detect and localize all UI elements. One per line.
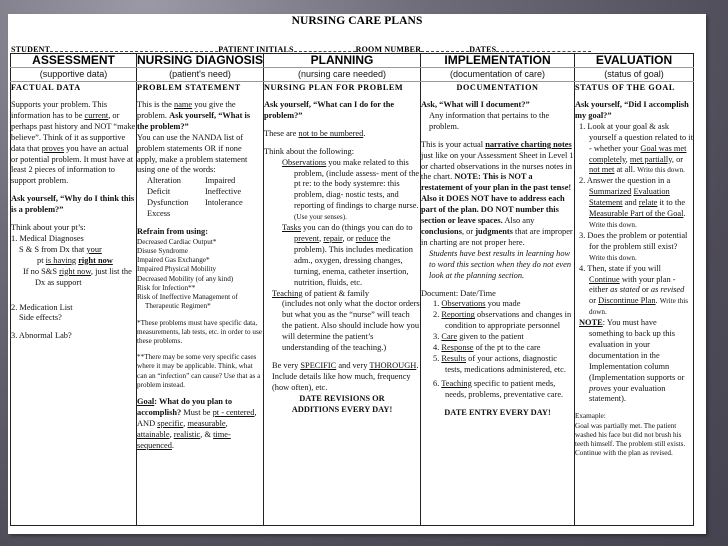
column-subheading-evaluation: (status of goal): [575, 68, 694, 82]
assessment-item-2-sub: Side effects?: [19, 313, 62, 323]
planning-think: Think about the following:: [264, 146, 355, 156]
diagnosis-word-list: [137, 176, 263, 220]
evaluation-note: NOTE: You must have something to back up this evaluation in your documentation in the Implementation column (Implementation supports or proves your evaluation statement).: [579, 318, 685, 404]
planning-teaching-detail: (includes not only what the doctor orders but what you as the “nurse” will teach the patient. Also should include how you will determine the patient’s understanding of the teaching.): [282, 299, 420, 353]
column-heading-nursing-diagnosis: NURSING DIAGNOSIS: [137, 53, 264, 67]
column-label-problem-statement: PROBLEM STATEMENT: [137, 82, 264, 94]
implementation-list-item: 1. Observations you made: [433, 299, 521, 309]
document-title: NURSING CARE PLANS: [291, 15, 423, 27]
refrain-item: Risk of Ineffective Management of: [137, 293, 238, 302]
column-label-nursing-plan: NURSING PLAN FOR PROBLEM: [264, 82, 421, 94]
evaluation-item-1: 1. Look at your goal & ask yourself a question related to it - whether your Goal was met completely, met partially, or not met at all. Write this down.: [579, 121, 693, 175]
planning-not-numbered: These are not to be numbered.: [264, 128, 366, 138]
refrain-item: Risk for Infection**: [137, 283, 196, 292]
implementation-ask: Ask, “What will I document?”: [421, 100, 530, 109]
evaluation-example: Goal was partially met. The patient washed his face but did not brush his teeth himself. The problem still exists. Continue with the plan as revised.: [575, 421, 686, 458]
implementation-list: [421, 299, 574, 400]
evaluation-ask: Ask yourself, “Did I accomplish my goal?”: [575, 100, 689, 120]
column-subheading-implementation: (documentation of care): [421, 68, 575, 82]
patient-initials-field[interactable]: [294, 45, 356, 52]
assessment-ss-cont: pt is having right now: [37, 255, 113, 265]
diagnosis-nanda-note: You can use the NANDA list of problem statements OR if none apply, make a problem statement using one of the words:: [137, 132, 248, 175]
diagnosis-word: Deficit: [147, 187, 171, 197]
refrain-item: Impaired Physical Mobility: [137, 265, 217, 274]
implementation-date-note: DATE ENTRY EVERY DAY!: [444, 407, 551, 417]
column-subheading-assessment: (supportive data): [11, 68, 137, 82]
column-heading-assessment: ASSESSMENT: [11, 54, 137, 68]
refrain-item: Disuse Syndrome: [137, 247, 188, 256]
diagnosis-word: Alteration: [147, 176, 181, 186]
implementation-tip: Students have best results in learning how to word this section when they do not even look at the planning section.: [429, 248, 572, 280]
implementation-list-item: 4. Response of the pt to the care: [433, 343, 541, 353]
refrain-footnote-2: **There may be some very specific cases where it may be applicable. Think, what can an “infection” can cause? Use that as a problem instead.: [137, 353, 261, 389]
evaluation-cell: [575, 93, 694, 526]
assessment-if-no-ss: If no S&S right now, just list the Dx as support: [23, 266, 132, 287]
assessment-ss: S & S from Dx that your: [19, 244, 102, 254]
evaluation-example-label: Examaple:: [575, 412, 606, 421]
refrain-footnote-1: *These problems must have specific data, measurements, lab tests, etc. in order to use these problems.: [137, 318, 262, 345]
planning-date-note: DATE REVISIONS OR ADDITIONS EVERY DAY!: [291, 393, 393, 414]
diagnosis-word: Impaired: [205, 176, 236, 186]
column-label-factual-data: FACTUAL DATA: [11, 82, 137, 94]
column-heading-evaluation: EVALUATION: [575, 54, 694, 68]
implementation-description: This is your actual narrative charting notes just like on your Assessment Sheet in Level 1 or charted observations in the nurses notes in the chart. NOTE: This is NOT a restatement of your plan in the past tense! Also it DOES NOT have to address each part of the plan. DO NOT number this section or leave spaces. Also any conclusions, or judgments that are improper in charting are not proper here.: [421, 139, 574, 247]
refrain-item: Decreased Cardiac Output*: [137, 237, 217, 246]
refrain-heading: Refrain from using:: [137, 226, 209, 236]
refrain-item: Impaired Gas Exchange*: [137, 256, 210, 265]
assessment-ask: Ask yourself, “Why do I think this is a problem?”: [11, 194, 135, 215]
evaluation-item-4: 4. Then, state if you will Continue with your plan - either as stated or as revised or Discontinue Plan. Write this down.: [579, 263, 688, 317]
diagnosis-word: Excess: [147, 209, 171, 219]
planning-teaching: Teaching of patient & family: [272, 288, 370, 298]
assessment-item-2: 2. Medication List: [11, 302, 73, 312]
diagnosis-goal: Goal: What do you plan to accomplish? Must be pt - centered, AND specific, measurable, attainable, realistic, & time-sequenced.: [137, 396, 257, 450]
diagnosis-word: Intolerance: [205, 198, 243, 208]
implementation-list-item: 5. Results of your actions, diagnostic tests, medications administered, etc.: [433, 353, 566, 374]
refrain-list: [137, 238, 263, 390]
diagnosis-word: Dysfunction: [147, 198, 189, 208]
column-label-documentation: DOCUMENTATION: [421, 82, 575, 94]
diagnosis-cell: [137, 93, 264, 526]
student-label: STUDENT: [11, 45, 51, 54]
assessment-think: Think about your pt’s:: [11, 223, 86, 233]
dates-label: DATES: [469, 45, 497, 54]
planning-ask: Ask yourself, “What can I do for the problem?”: [264, 100, 395, 120]
planning-cell: [264, 93, 421, 526]
assessment-item-1: 1. Medical Diagnoses: [11, 233, 84, 243]
assessment-description: Supports your problem. This information has to be current, or perhaps past history and NOT “make believe”. Think of it as supportive data that proves you have an actual or potential problem. It must have at least 2 pieces of information to support problem.: [11, 100, 136, 186]
implementation-document-label: Document: Date/Time: [421, 288, 496, 298]
diagnosis-word: Ineffective: [205, 187, 242, 197]
column-heading-implementation: IMPLEMENTATION: [421, 54, 575, 68]
implementation-cell: [421, 93, 575, 526]
planning-specific-note: Be very SPECIFIC and very THOROUGH. Include details like how much, frequency (how often), etc.: [272, 360, 419, 392]
room-number-label: ROOM NUMBER: [355, 45, 422, 54]
column-heading-planning: PLANNING: [264, 54, 421, 68]
evaluation-item-3: 3. Does the problem or potential for the problem still exist? Write this down.: [579, 230, 688, 262]
care-plan-document: [8, 14, 706, 534]
dates-field[interactable]: [496, 45, 591, 52]
column-subheading-planning: (nursing care needed): [264, 68, 421, 82]
assessment-item-3: 3. Abnormal Lab?: [11, 331, 72, 341]
refrain-item: Therapeutic Regimen*: [145, 302, 211, 311]
implementation-list-item: 2. Reporting observations and changes in condition to appropriate personnel: [433, 310, 572, 331]
column-subheading-nursing-diagnosis: (patient's need): [137, 68, 264, 82]
assessment-cell: [11, 93, 137, 526]
implementation-list-item: 6. Teaching specific to patient meds, needs, problems, preventative care.: [433, 378, 564, 399]
evaluation-item-2: 2. Answer the question in a Summarized Evaluation Statement and relate it to the Measurable Part of the Goal. Write this down.: [579, 176, 686, 229]
implementation-any-info: Any information that pertains to the problem.: [429, 110, 550, 131]
patient-initials-label: PATIENT INITIALS: [218, 45, 294, 54]
refrain-item: Decreased Mobility (of any kind): [137, 274, 234, 283]
room-number-field[interactable]: [421, 45, 469, 52]
student-field[interactable]: [50, 45, 218, 52]
planning-tasks: Tasks you can do (things you can do to prevent, repair, or reduce the problem). This includes medication adm., oxygen, dressing changes, turning, enema, catheter insertion, nutrition, fluids, etc.: [282, 223, 413, 287]
implementation-list-item: 3. Care given to the patient: [433, 332, 524, 342]
diagnosis-description: This is the name you give the problem. Ask yourself, “What is the problem?”: [137, 100, 251, 131]
planning-observations: Observations you make related to this problem, (include assess- ment of the pt re: to the body systemre: this problem, diag- nostic tests, and reporting of findings to charge nurse. (Use your senses).: [282, 157, 420, 222]
column-label-status-of-goal: STATUS OF THE GOAL: [575, 82, 694, 94]
care-plan-table: [10, 53, 694, 526]
